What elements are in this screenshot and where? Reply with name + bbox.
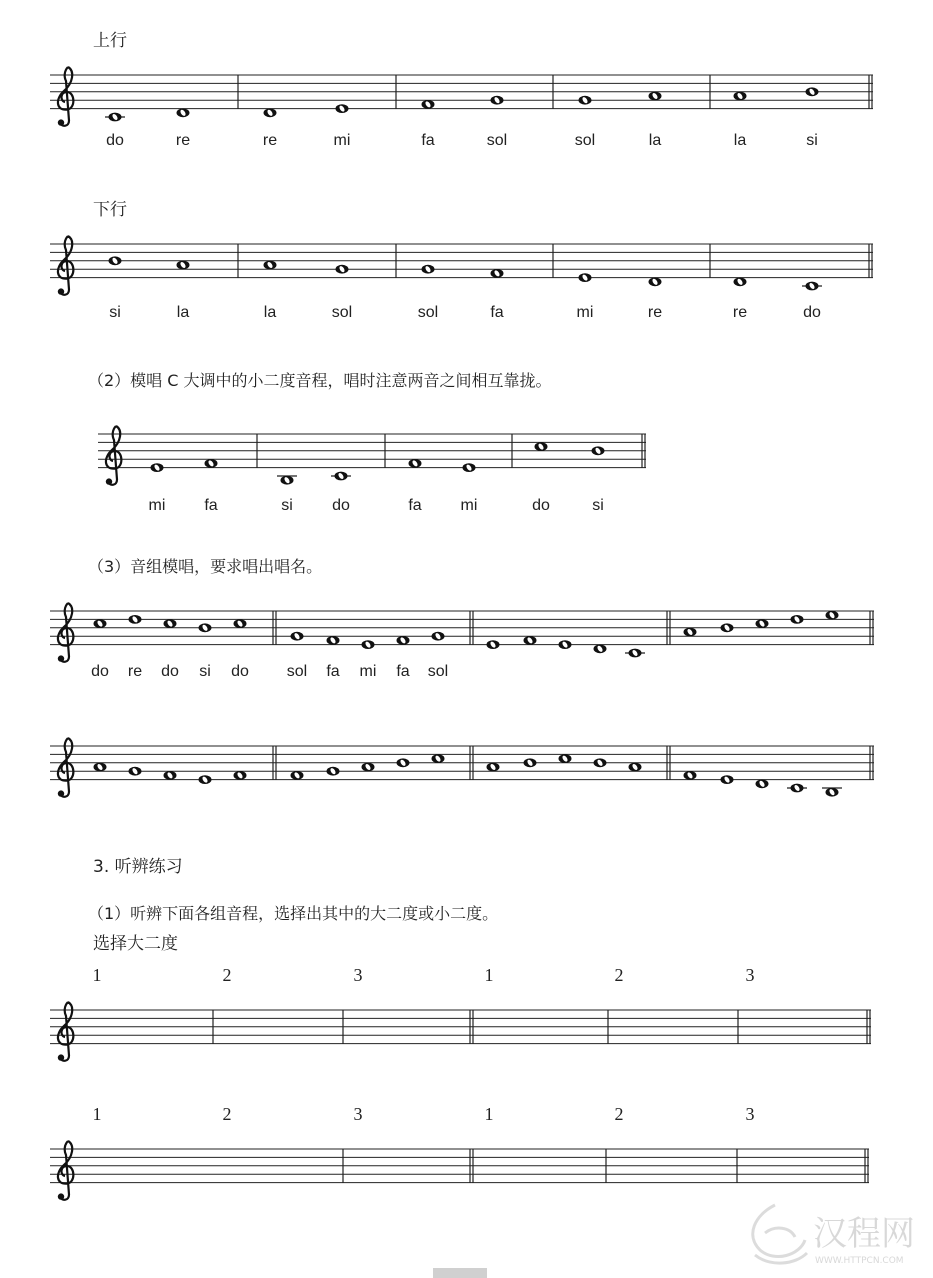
solfege-label: mi [460, 497, 478, 514]
measure-number: 1 [92, 965, 102, 985]
solfege-label: si [806, 132, 818, 149]
whole-note [397, 636, 410, 645]
whole-note [625, 649, 645, 658]
whole-note [362, 763, 375, 772]
whole-note [535, 442, 548, 451]
whole-note [432, 754, 445, 763]
solfege-label: la [648, 132, 662, 149]
solfege-label: fa [396, 663, 410, 680]
whole-note [291, 771, 304, 780]
whole-note [649, 277, 662, 286]
solfege-label: fa [326, 663, 340, 680]
solfege-label: sol [331, 304, 353, 321]
solfege-label: fa [204, 497, 218, 514]
staff-minor-seconds [98, 426, 646, 514]
solfege-label: re [127, 663, 143, 680]
solfege-label: mi [148, 497, 166, 514]
whole-note [129, 767, 142, 776]
whole-note [422, 100, 435, 109]
listening-1-instruction: （1）听辨下面各组音程，选择出其中的大二度或小二度。 [88, 904, 499, 923]
measure-number: 3 [745, 1104, 755, 1124]
solfege-label: do [161, 663, 179, 680]
solfege-label: sol [417, 304, 439, 321]
whole-note [684, 771, 697, 780]
solfege-label: mi [333, 132, 351, 149]
whole-note [822, 788, 842, 797]
whole-note [579, 273, 592, 282]
heading-descending: 下行 [93, 200, 127, 220]
whole-note [264, 108, 277, 117]
whole-note [524, 758, 537, 767]
solfege-label: mi [576, 304, 594, 321]
whole-note [199, 775, 212, 784]
whole-note [734, 277, 747, 286]
whole-note [592, 446, 605, 455]
whole-note [463, 463, 476, 472]
treble-clef-icon [58, 738, 74, 797]
solfege-label: re [647, 304, 663, 321]
whole-note [721, 775, 734, 784]
treble-clef-icon [58, 1002, 74, 1061]
solfege-label: fa [408, 497, 422, 514]
solfege-label: la [263, 304, 277, 321]
solfege-label: si [199, 663, 211, 680]
solfege-label: si [281, 497, 293, 514]
exercise-3-instruction: （3）音组模唱，要求唱出唱名。 [88, 557, 323, 576]
whole-note [524, 636, 537, 645]
whole-note [559, 640, 572, 649]
solfege-label: do [803, 304, 821, 321]
whole-note [422, 265, 435, 274]
whole-note [559, 754, 572, 763]
staff-ascending [50, 67, 873, 149]
solfege-label: fa [490, 304, 504, 321]
whole-note [94, 619, 107, 628]
whole-note [177, 108, 190, 117]
solfege-label: fa [421, 132, 435, 149]
treble-clef-icon [58, 1141, 74, 1200]
whole-note [487, 763, 500, 772]
solfege-label: la [733, 132, 747, 149]
solfege-label: re [175, 132, 191, 149]
whole-note [487, 640, 500, 649]
whole-note [432, 632, 445, 641]
whole-note [594, 758, 607, 767]
measure-number: 2 [222, 965, 232, 985]
exercise-2-instruction: （2）模唱 C 大调中的小二度音程，唱时注意两音之间相互靠拢。 [88, 371, 552, 390]
whole-note [684, 628, 697, 637]
solfege-label: sol [427, 663, 449, 680]
solfege-label: si [109, 304, 121, 321]
whole-note [336, 265, 349, 274]
whole-note [129, 615, 142, 624]
whole-note [94, 763, 107, 772]
whole-note [164, 619, 177, 628]
solfege-label: sol [574, 132, 596, 149]
staff-listening-1 [50, 965, 871, 1061]
measure-number: 3 [353, 965, 363, 985]
whole-note [579, 96, 592, 105]
whole-note [409, 459, 422, 468]
whole-note [234, 619, 247, 628]
solfege-label: do [532, 497, 550, 514]
watermark-logo [753, 1205, 915, 1266]
staff-note-groups-1 [50, 603, 874, 680]
measure-number: 1 [484, 965, 494, 985]
treble-clef-icon [58, 236, 74, 295]
whole-note [291, 632, 304, 641]
whole-note [491, 96, 504, 105]
whole-note [177, 261, 190, 270]
solfege-label: sol [486, 132, 508, 149]
treble-clef-icon [58, 603, 74, 662]
whole-note [826, 611, 839, 620]
solfege-label: do [231, 663, 249, 680]
treble-clef-icon [106, 426, 122, 485]
measure-number: 2 [614, 1104, 624, 1124]
solfege-label: re [262, 132, 278, 149]
heading-ascending: 上行 [93, 31, 127, 51]
solfege-label: mi [359, 663, 377, 680]
whole-note [164, 771, 177, 780]
whole-note [791, 615, 804, 624]
whole-note [756, 619, 769, 628]
whole-note [336, 104, 349, 113]
section-3-heading: 3. 听辨练习 [93, 857, 183, 877]
whole-note [806, 87, 819, 96]
treble-clef-icon [58, 67, 74, 126]
watermark-url-text: WWW.HTTPCN.COM [815, 1256, 904, 1266]
whole-note [649, 92, 662, 101]
whole-note [787, 784, 807, 793]
solfege-label: sol [286, 663, 308, 680]
whole-note [331, 472, 351, 481]
solfege-label: do [332, 497, 350, 514]
whole-note [327, 636, 340, 645]
whole-note [327, 767, 340, 776]
measure-number: 1 [484, 1104, 494, 1124]
whole-note [802, 282, 822, 291]
whole-note [151, 463, 164, 472]
measure-number: 3 [353, 1104, 363, 1124]
whole-note [734, 92, 747, 101]
whole-note [629, 763, 642, 772]
staff-descending [50, 236, 873, 321]
solfege-label: la [176, 304, 190, 321]
staff-listening-2 [50, 1104, 869, 1200]
whole-note [491, 269, 504, 278]
whole-note [205, 459, 218, 468]
whole-note [756, 779, 769, 788]
solfege-label: do [91, 663, 109, 680]
page-number-box [433, 1268, 487, 1278]
solfege-label: re [732, 304, 748, 321]
whole-note [397, 758, 410, 767]
whole-note [109, 256, 122, 265]
whole-note [234, 771, 247, 780]
staves [50, 67, 874, 1200]
measure-number: 2 [222, 1104, 232, 1124]
whole-note [721, 623, 734, 632]
measure-number: 3 [745, 965, 755, 985]
whole-note [264, 261, 277, 270]
measure-number: 2 [614, 965, 624, 985]
measure-number: 1 [92, 1104, 102, 1124]
staff-note-groups-2 [50, 738, 874, 797]
whole-note [277, 476, 297, 485]
choose-major-second-label: 选择大二度 [93, 934, 178, 954]
whole-note [105, 113, 125, 122]
whole-note [594, 644, 607, 653]
whole-note [362, 640, 375, 649]
solfege-label: do [106, 132, 124, 149]
whole-note [199, 623, 212, 632]
solfege-label: si [592, 497, 604, 514]
watermark-logo-text: 汉程网 [813, 1214, 915, 1254]
